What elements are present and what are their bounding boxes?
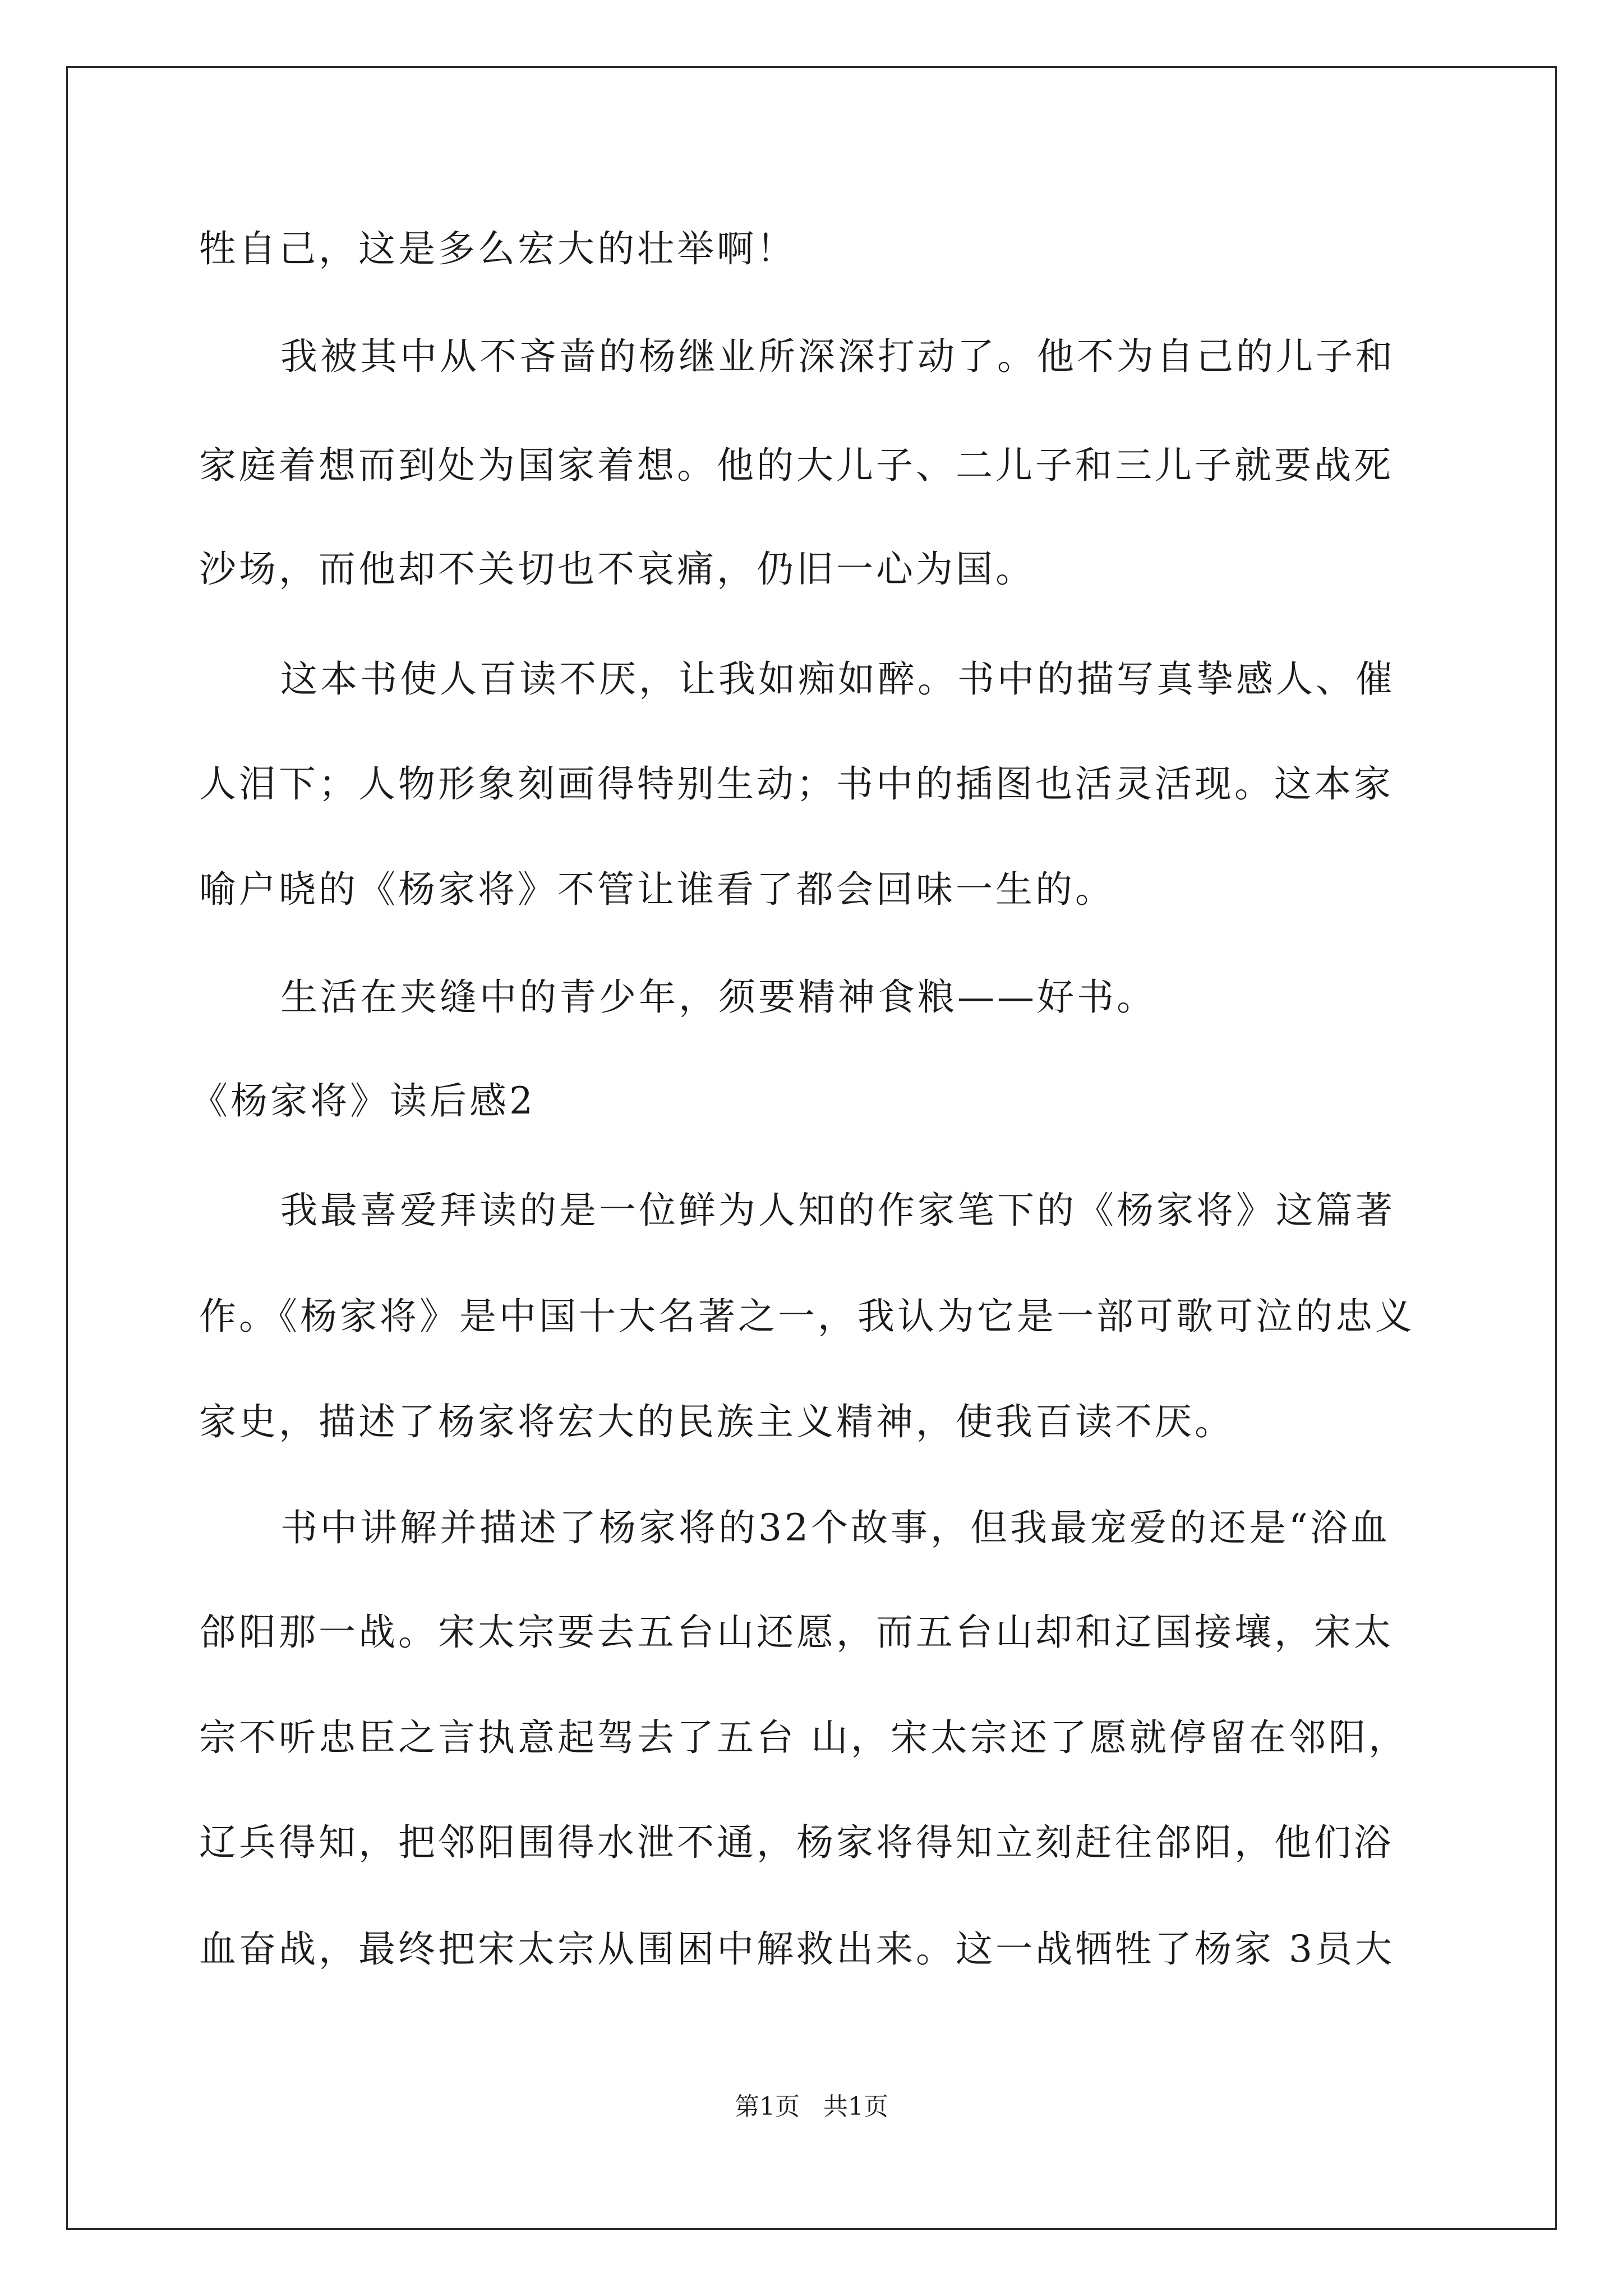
text-line: 作。《杨家将》是中国十大名著之一，我认为它是一部可歌可泣的忠义 [199, 1295, 1415, 1338]
text-line: 牲自己，这是多么宏大的壮举啊！ [199, 227, 796, 270]
text-line: 郃阳那一战。宋太宗要去五台山还愿，而五台山却和辽国接壤，宋太 [199, 1611, 1394, 1654]
text-line: 辽兵得知，把邻阳围得水泄不通，杨家将得知立刻赶往郃阳，他们浴 [199, 1821, 1394, 1864]
text-line: 这本书使人百读不厌，让我如痴如醉。书中的描写真挚感人、催 [280, 657, 1395, 701]
text-line: 书中讲解并描述了杨家将的32个故事，但我最宠爱的还是“浴血 [280, 1506, 1390, 1549]
page-footer: 第1页 共1页 [735, 2092, 888, 2121]
text-line: 我最喜爱拜读的是一位鲜为人知的作家笔下的《杨家将》这篇著 [280, 1189, 1395, 1232]
text-line: 喻户晓的《杨家将》不管让谁看了都会回味一生的。 [199, 868, 1115, 911]
text-line: 人泪下；人物形象刻画得特别生动；书中的插图也活灵活现。这本家 [199, 762, 1394, 806]
text-line: 家史，描述了杨家将宏大的民族主义精神，使我百读不厌。 [199, 1400, 1234, 1443]
text-line: 血奋战，最终把宋太宗从围困中解救出来。这一战牺牲了杨家 3员大 [199, 1927, 1395, 1971]
section-heading: 《杨家将》读后感2 [191, 1079, 536, 1122]
text-line: 我被其中从不吝啬的杨继业所深深打动了。他不为自己的儿子和 [280, 335, 1395, 378]
page-border [66, 66, 1557, 2230]
text-line: 宗不听忠臣之言执意起驾去了五台 山，宋太宗还了愿就停留在邻阳， [199, 1716, 1408, 1759]
text-line: 沙场，而他却不关切也不哀痛，仍旧一心为国。 [199, 547, 1035, 591]
text-line: 生活在夹缝中的青少年，须要精神食粮——好书。 [280, 976, 1156, 1019]
text-line: 家庭着想而到处为国家着想。他的大儿子、二儿子和三儿子就要战死 [199, 444, 1394, 487]
